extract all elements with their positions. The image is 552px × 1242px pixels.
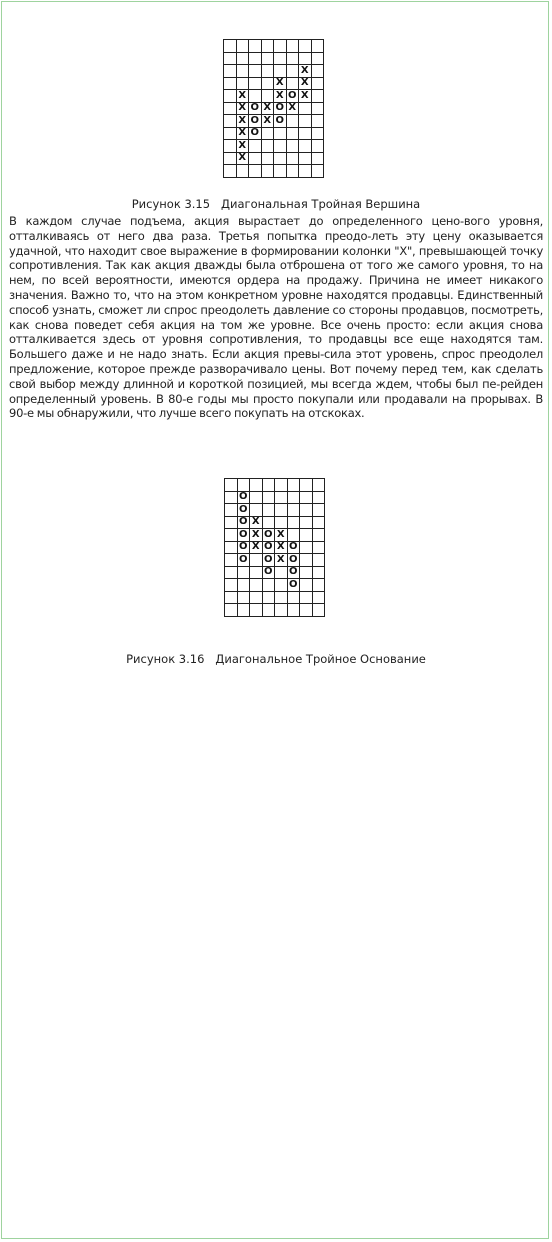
x-mark: X [275, 542, 288, 555]
grid-cell [263, 579, 276, 592]
grid-cell [300, 479, 313, 492]
grid-cell [250, 567, 263, 580]
o-mark: O [274, 115, 287, 128]
grid-cell [224, 128, 237, 141]
grid-cell [262, 40, 275, 53]
grid-cell [288, 592, 301, 605]
grid-cell [313, 604, 326, 617]
o-mark: O [274, 103, 287, 116]
x-mark: X [275, 529, 288, 542]
grid-cell [299, 40, 312, 53]
x-mark: X [274, 78, 287, 91]
grid-cell [300, 604, 313, 617]
grid-cell [237, 165, 250, 178]
grid-cell [224, 90, 237, 103]
grid-cell [225, 517, 238, 530]
grid-cell [262, 165, 275, 178]
grid-cell [249, 90, 262, 103]
o-mark: O [238, 542, 251, 555]
grid-cell [262, 153, 275, 166]
grid-cell [287, 115, 300, 128]
grid-cell [274, 40, 287, 53]
grid-cell [262, 65, 275, 78]
grid-cell [313, 517, 326, 530]
grid-cell [275, 567, 288, 580]
grid-cell [288, 492, 301, 505]
grid-cell [300, 542, 313, 555]
grid-cell [237, 78, 250, 91]
figure-3-15-grid [223, 39, 324, 178]
grid-cell [288, 517, 301, 530]
grid-cell [287, 78, 300, 91]
x-mark: X [275, 554, 288, 567]
o-mark: O [238, 492, 251, 505]
grid-cell [249, 53, 262, 66]
grid-cell [250, 554, 263, 567]
grid-cell [237, 40, 250, 53]
grid-cell [299, 128, 312, 141]
o-mark: O [238, 529, 251, 542]
x-mark: X [250, 542, 263, 555]
grid-cell [238, 479, 251, 492]
grid-cell [262, 90, 275, 103]
grid-cell [274, 53, 287, 66]
grid-cell [249, 78, 262, 91]
grid-cell [275, 579, 288, 592]
grid-cell [287, 165, 300, 178]
o-mark: O [288, 567, 301, 580]
o-mark: O [238, 504, 251, 517]
grid-cell [275, 604, 288, 617]
x-mark: X [287, 103, 300, 116]
grid-cell [238, 579, 251, 592]
o-mark: O [249, 103, 262, 116]
grid-cell [225, 567, 238, 580]
o-mark: O [287, 90, 300, 103]
grid-cell [263, 479, 276, 492]
x-mark: X [237, 140, 250, 153]
grid-cell [224, 153, 237, 166]
o-mark: O [263, 567, 276, 580]
grid-cell [312, 78, 325, 91]
grid-cell [313, 504, 326, 517]
grid-cell [300, 592, 313, 605]
x-mark: X [250, 517, 263, 530]
grid-cell [300, 567, 313, 580]
grid-cell [299, 103, 312, 116]
grid-cell [224, 78, 237, 91]
grid-cell [225, 554, 238, 567]
grid-cell [287, 140, 300, 153]
grid-cell [300, 492, 313, 505]
grid-cell [250, 479, 263, 492]
grid-cell [225, 542, 238, 555]
figure-3-16-grid [224, 478, 325, 617]
grid-cell [262, 140, 275, 153]
grid-cell [287, 153, 300, 166]
grid-cell [274, 153, 287, 166]
grid-cell [287, 53, 300, 66]
grid-cell [249, 65, 262, 78]
x-mark: X [262, 103, 275, 116]
figure-3-16-caption: Рисунок 3.16 Диагональное Тройное Основание [126, 652, 426, 666]
grid-cell [274, 128, 287, 141]
grid-cell [288, 479, 301, 492]
grid-cell [224, 140, 237, 153]
grid-cell [238, 592, 251, 605]
grid-cell [274, 65, 287, 78]
grid-cell [312, 53, 325, 66]
grid-cell [313, 479, 326, 492]
grid-cell [225, 492, 238, 505]
grid-cell [224, 53, 237, 66]
grid-cell [312, 153, 325, 166]
o-mark: O [288, 542, 301, 555]
grid-cell [263, 504, 276, 517]
grid-cell [288, 504, 301, 517]
grid-cell [275, 504, 288, 517]
o-mark: O [288, 554, 301, 567]
o-mark: O [238, 517, 251, 530]
grid-cell [312, 140, 325, 153]
grid-cell [250, 579, 263, 592]
o-mark: O [263, 554, 276, 567]
grid-cell [288, 604, 301, 617]
grid-cell [274, 140, 287, 153]
x-mark: X [299, 65, 312, 78]
grid-cell [263, 604, 276, 617]
grid-cell [224, 165, 237, 178]
grid-cell [300, 554, 313, 567]
x-mark: X [237, 128, 250, 141]
grid-cell [312, 40, 325, 53]
grid-cell [238, 567, 251, 580]
grid-cell [312, 65, 325, 78]
x-mark: X [237, 103, 250, 116]
grid-cell [225, 529, 238, 542]
x-mark: X [299, 78, 312, 91]
page-frame [1, 1, 549, 1239]
grid-cell [224, 103, 237, 116]
grid-cell [224, 115, 237, 128]
grid-cell [262, 128, 275, 141]
grid-cell [263, 592, 276, 605]
grid-cell [299, 165, 312, 178]
grid-cell [313, 592, 326, 605]
grid-cell [287, 65, 300, 78]
o-mark: O [263, 529, 276, 542]
grid-cell [312, 103, 325, 116]
grid-cell [299, 115, 312, 128]
grid-cell [274, 165, 287, 178]
grid-cell [299, 53, 312, 66]
grid-cell [225, 579, 238, 592]
grid-cell [224, 65, 237, 78]
grid-cell [225, 479, 238, 492]
grid-cell [299, 140, 312, 153]
x-mark: X [237, 115, 250, 128]
o-mark: O [288, 579, 301, 592]
grid-cell [275, 492, 288, 505]
grid-cell [249, 153, 262, 166]
x-mark: X [299, 90, 312, 103]
x-mark: X [237, 90, 250, 103]
grid-cell [288, 529, 301, 542]
grid-cell [250, 604, 263, 617]
grid-cell [263, 517, 276, 530]
grid-cell [275, 517, 288, 530]
grid-cell [238, 604, 251, 617]
grid-cell [300, 517, 313, 530]
grid-cell [263, 492, 276, 505]
o-mark: O [263, 542, 276, 555]
grid-cell [224, 40, 237, 53]
x-mark: X [237, 153, 250, 166]
grid-cell [275, 592, 288, 605]
grid-cell [262, 78, 275, 91]
grid-cell [312, 90, 325, 103]
grid-cell [299, 153, 312, 166]
x-mark: X [250, 529, 263, 542]
grid-cell [313, 529, 326, 542]
grid-cell [249, 140, 262, 153]
grid-cell [250, 592, 263, 605]
grid-cell [287, 40, 300, 53]
grid-cell [312, 165, 325, 178]
grid-cell [250, 504, 263, 517]
grid-cell [312, 128, 325, 141]
grid-cell [262, 53, 275, 66]
x-mark: X [274, 90, 287, 103]
o-mark: O [238, 554, 251, 567]
x-mark: X [262, 115, 275, 128]
grid-cell [300, 529, 313, 542]
grid-cell [225, 504, 238, 517]
grid-cell [313, 542, 326, 555]
grid-cell [312, 115, 325, 128]
o-mark: O [249, 115, 262, 128]
figure-3-15-caption: Рисунок 3.15 Диагональная Тройная Вершина [131, 197, 421, 211]
grid-cell [313, 567, 326, 580]
grid-cell [275, 479, 288, 492]
grid-cell [300, 504, 313, 517]
grid-cell [225, 592, 238, 605]
grid-cell [287, 128, 300, 141]
grid-cell [237, 53, 250, 66]
grid-cell [313, 492, 326, 505]
grid-cell [250, 492, 263, 505]
grid-cell [249, 40, 262, 53]
grid-cell [300, 579, 313, 592]
o-mark: O [249, 128, 262, 141]
grid-cell [237, 65, 250, 78]
grid-cell [225, 604, 238, 617]
grid-cell [313, 554, 326, 567]
grid-cell [313, 579, 326, 592]
body-paragraph: В каждом случае подъема, акция вырастает до определенного цено-вого уровня, отталкиваясь от него два раза. Третья попытка преодо-леть эту цену оказывается удачной, что находит свое выражение в формировании колонки "X", превышающей точку сопротивления. Так как акция дважды была отброшена от того же самого уровня, то на нем, по всей вероятности, имеются ордера на продажу. Причина не имеет никакого значения. Важно то, что на этом конкретном уровне находятся продавцы. Единственный способ узнать, сможет ли спрос преодолеть давление со стороны продавцов, посмотреть, как снова поведет себя акция на том же уровне. Все очень просто: если акция снова отталкивается здесь от уровня сопротивления, то продавцы все еще находятся там. Большего даже и не надо знать. Если акция превы-сила этот уровень, спрос преодолел предложение, которое прежде разворачивало цены. Вот почему перед тем, как сделать свой выбор между длинной и короткой позицией, мы всегда ждем, чтобы был пе-рейден определенный уровень. В 80-е годы мы просто покупали или продавали на прорывах. В 90-е мы обнаружили, что лучше всего покупать на отскоках. [9, 214, 543, 421]
grid-cell [249, 165, 262, 178]
